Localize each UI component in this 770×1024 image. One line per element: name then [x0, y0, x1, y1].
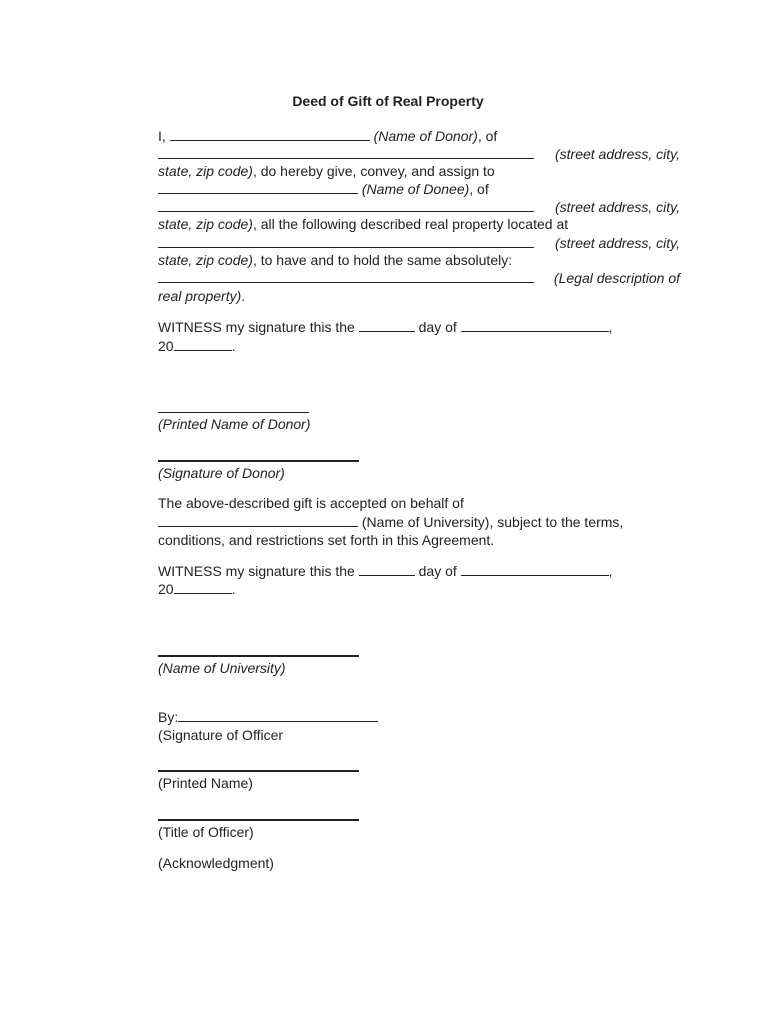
witness-dayof-2: day of	[418, 563, 457, 579]
real-property-period: .	[241, 288, 246, 304]
legal-description-line	[158, 269, 680, 287]
donee-address-line	[158, 198, 680, 216]
donor-printed-name-rule[interactable]	[158, 412, 309, 413]
property-address-cont	[158, 251, 512, 269]
witness-year-line-1	[158, 337, 235, 355]
legal-description-cont	[158, 287, 245, 305]
printed-name-rule[interactable]	[158, 770, 359, 772]
legal-description-blank[interactable]	[158, 269, 534, 283]
donee-address-label: (street address, city,	[554, 199, 680, 215]
university-name-blank[interactable]	[158, 513, 358, 527]
signature-donor-label: (Signature of Donor)	[158, 465, 285, 481]
witness-year-blank-2[interactable]	[174, 580, 232, 594]
witness-text-2: WITNESS my signature this the	[158, 563, 355, 579]
title-officer-rule[interactable]	[158, 819, 359, 821]
donor-of-text: , of	[477, 128, 498, 144]
acceptance-line-1: The above-described gift is accepted on behalf of	[158, 495, 464, 511]
donor-name-blank[interactable]	[170, 127, 370, 141]
donor-address-label: (street address, city,	[554, 146, 680, 162]
name-university-label: (Name of University)	[158, 660, 286, 676]
witness-comma-1: ,	[608, 319, 613, 335]
property-state-label: state, zip code)	[158, 252, 253, 268]
officer-signature-blank[interactable]	[178, 708, 378, 722]
witness-year-blank-1[interactable]	[174, 337, 232, 351]
donee-address-cont	[158, 215, 568, 233]
witness-period-1: .	[231, 338, 236, 354]
printed-name-donor-label: (Printed Name of Donor)	[158, 416, 311, 432]
donor-line	[158, 127, 497, 145]
acknowledgment-label: (Acknowledgment)	[158, 855, 274, 871]
donor-address-cont	[158, 162, 495, 180]
document-title: Deed of Gift of Real Property	[292, 93, 484, 109]
property-located-text: , all the following described real property located at	[252, 216, 569, 232]
printed-name-label: (Printed Name)	[158, 775, 253, 791]
donor-address-line	[158, 145, 680, 163]
by-label: By:	[158, 709, 179, 725]
acceptance-line-3: conditions, and restrictions set forth in this Agreement.	[158, 532, 495, 548]
witness-comma-2: ,	[608, 563, 613, 579]
donor-name-label: (Name of Donor)	[373, 128, 478, 144]
witness-year-prefix-1: 20	[158, 338, 174, 354]
witness-month-blank-2[interactable]	[461, 562, 609, 576]
donee-line	[158, 180, 489, 198]
witness-line-2	[158, 562, 613, 580]
property-address-label: (street address, city,	[554, 235, 680, 251]
donor-address-blank[interactable]	[158, 145, 534, 159]
donor-signature-rule[interactable]	[158, 460, 359, 462]
university-name-rule[interactable]	[158, 655, 359, 657]
witness-period-2: .	[231, 581, 236, 597]
witness-month-blank-1[interactable]	[461, 318, 609, 332]
give-convey-text: , do hereby give, convey, and assign to	[252, 163, 495, 179]
donee-name-blank[interactable]	[158, 180, 358, 194]
hold-absolutely-text: , to have and to hold the same absolutely:	[252, 252, 513, 268]
witness-line-1	[158, 318, 613, 336]
witness-dayof-1: day of	[418, 319, 457, 335]
real-property-label: real property)	[158, 288, 242, 304]
legal-description-label: (Legal description of	[553, 270, 680, 286]
property-address-line	[158, 234, 680, 252]
donee-of-text: , of	[469, 181, 489, 197]
donee-name-label: (Name of Donee)	[361, 181, 470, 197]
property-address-blank[interactable]	[158, 234, 534, 248]
signature-officer-label: (Signature of Officer	[158, 727, 284, 743]
witness-year-line-2	[158, 580, 235, 598]
witness-day-blank-2[interactable]	[359, 562, 415, 576]
witness-day-blank-1[interactable]	[359, 318, 415, 332]
university-terms-text: (Name of University), subject to the terms,	[361, 514, 624, 530]
title-officer-label: (Title of Officer)	[158, 824, 254, 840]
donee-address-blank[interactable]	[158, 198, 534, 212]
witness-year-prefix-2: 20	[158, 581, 174, 597]
donor-state-label: state, zip code)	[158, 163, 253, 179]
witness-text-1: WITNESS my signature this the	[158, 319, 355, 335]
donor-intro: I,	[158, 128, 166, 144]
donee-state-label: state, zip code)	[158, 216, 253, 232]
by-line	[158, 708, 378, 726]
acceptance-line-2	[158, 513, 623, 531]
